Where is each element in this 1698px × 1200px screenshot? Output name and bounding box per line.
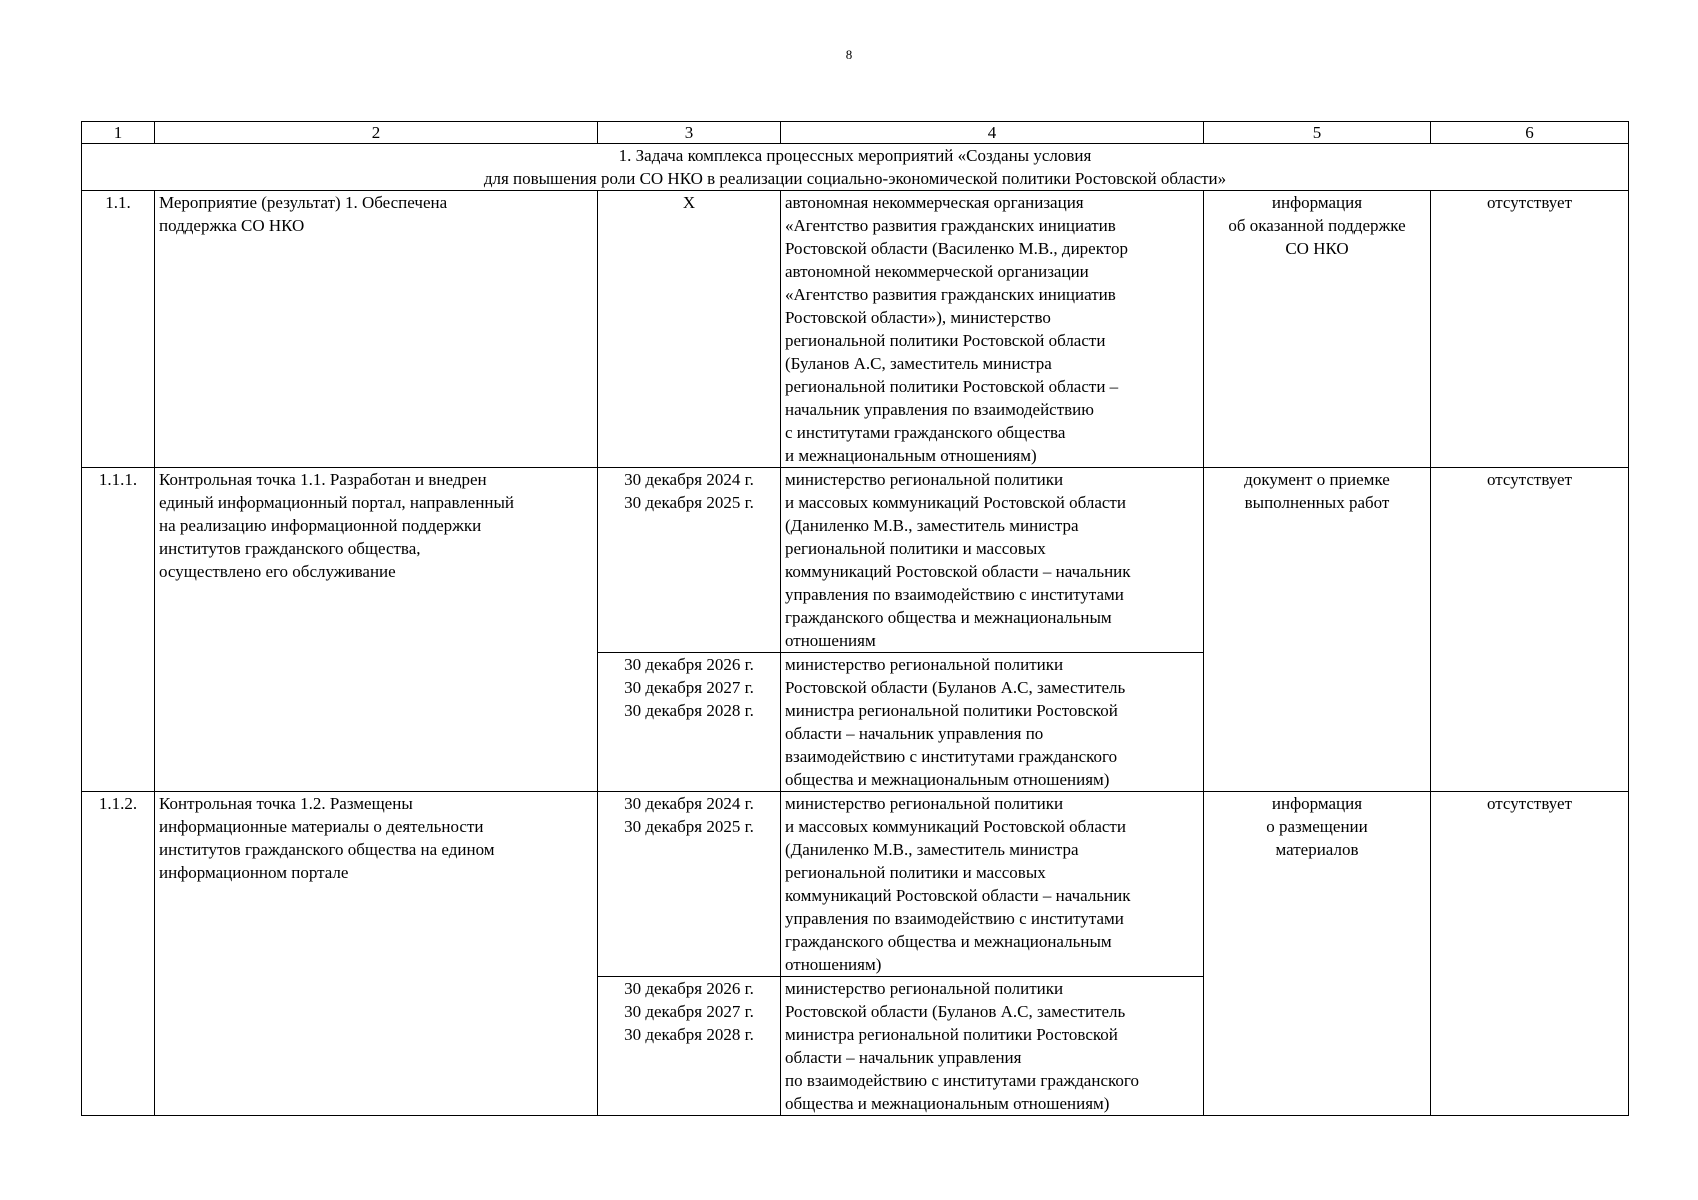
deadline-line: 30 декабря 2028 г. [624, 701, 754, 720]
task-title [82, 144, 1629, 191]
activity-name-line: институтов гражданского общества на едином [159, 840, 495, 859]
responsible-line: региональной политики Ростовской области [785, 331, 1106, 350]
responsible-cell [781, 792, 1204, 977]
responsible-line: Ростовской области (Буланов А.С, заместитель [785, 1002, 1126, 1021]
responsible-line: Ростовской области»), министерство [785, 308, 1051, 327]
activity-name [155, 191, 598, 468]
deadline-line: 30 декабря 2024 г. [624, 794, 754, 813]
activities-table [81, 121, 1629, 1116]
responsible-line: гражданского общества и межнациональным [785, 608, 1112, 627]
deadline-line: 30 декабря 2024 г. [624, 470, 754, 489]
responsible-line: начальник управления по взаимодействию [785, 400, 1094, 419]
document-line: выполненных работ [1244, 493, 1390, 512]
column-number: 4 [781, 122, 1204, 144]
responsible-cell [781, 191, 1204, 468]
responsible-line: отношениям [785, 631, 876, 650]
responsible-line: «Агентство развития гражданских инициатив [785, 216, 1116, 235]
responsible-line: региональной политики и массовых [785, 863, 1046, 882]
responsible-line: с институтами гражданского общества [785, 423, 1066, 442]
responsible-line: региональной политики и массовых [785, 539, 1046, 558]
document-cell [1204, 191, 1431, 468]
responsible-line: министра региональной политики Ростовской [785, 1025, 1118, 1044]
responsible-line: и межнациональным отношениям) [785, 446, 1037, 465]
column-number: 6 [1431, 122, 1629, 144]
deadline-line: X [682, 193, 696, 212]
responsible-line: автономная некоммерческая организация [785, 193, 1084, 212]
responsible-line: министерство региональной политики [785, 470, 1064, 489]
column-number: 5 [1204, 122, 1431, 144]
responsible-line: и массовых коммуникаций Ростовской области [785, 493, 1126, 512]
responsible-line: министерство региональной политики [785, 794, 1064, 813]
deadline-cell [598, 977, 781, 1116]
document-line: материалов [1275, 840, 1359, 859]
responsible-line: «Агентство развития гражданских инициатив [785, 285, 1116, 304]
info-system-cell: отсутствует [1431, 792, 1629, 1116]
task-row [82, 144, 1629, 191]
responsible-line: по взаимодействию с институтами гражданского [785, 1071, 1139, 1090]
deadline-cell [598, 792, 781, 977]
responsible-line: управления по взаимодействию с институтами [785, 909, 1124, 928]
activity-name-line: Мероприятие (результат) 1. Обеспечена [159, 193, 448, 212]
responsible-line: коммуникаций Ростовской области – начальник [785, 562, 1131, 581]
responsible-line: Ростовской области (Буланов А.С, заместитель [785, 678, 1126, 697]
column-numbers-row [82, 122, 1629, 144]
activity-name [155, 468, 598, 792]
table-row [82, 468, 1629, 653]
deadline-cell [598, 653, 781, 792]
document-line: документ о приемке [1244, 470, 1390, 489]
document-cell [1204, 792, 1431, 1116]
responsible-line: и массовых коммуникаций Ростовской области [785, 817, 1126, 836]
responsible-line: министерство региональной политики [785, 655, 1064, 674]
responsible-line: отношениям) [785, 955, 882, 974]
document-line: об оказанной поддержке [1228, 216, 1406, 235]
page-number: 8 [845, 47, 853, 62]
column-number: 3 [598, 122, 781, 144]
responsible-cell [781, 653, 1204, 792]
document-line: о размещении [1266, 817, 1368, 836]
row-number: 1.1.1. [82, 468, 155, 792]
responsible-line: (Даниленко М.В., заместитель министра [785, 840, 1079, 859]
responsible-line: общества и межнациональным отношениям) [785, 770, 1110, 789]
document-cell [1204, 468, 1431, 792]
deadline-line: 30 декабря 2028 г. [624, 1025, 754, 1044]
responsible-line: (Буланов А.С, заместитель министра [785, 354, 1052, 373]
column-number: 2 [155, 122, 598, 144]
deadline-line: 30 декабря 2027 г. [624, 1002, 754, 1021]
activity-name-line: поддержка СО НКО [159, 216, 305, 235]
responsible-line: министерство региональной политики [785, 979, 1064, 998]
activity-name-line: на реализацию информационной поддержки [159, 516, 482, 535]
responsible-line: гражданского общества и межнациональным [785, 932, 1112, 951]
activity-name-line: информационном портале [159, 863, 349, 882]
responsible-line: региональной политики Ростовской области – [785, 377, 1119, 396]
deadline-line: 30 декабря 2027 г. [624, 678, 754, 697]
responsible-line: области – начальник управления [785, 1048, 1022, 1067]
deadline-line: 30 декабря 2025 г. [624, 493, 754, 512]
responsible-cell [781, 468, 1204, 653]
responsible-line: министра региональной политики Ростовской [785, 701, 1118, 720]
deadline-line: 30 декабря 2026 г. [624, 979, 754, 998]
activity-name-line: Контрольная точка 1.2. Размещены [159, 794, 413, 813]
responsible-line: автономной некоммерческой организации [785, 262, 1089, 281]
responsible-line: области – начальник управления по [785, 724, 1044, 743]
responsible-line: управления по взаимодействию с институтами [785, 585, 1124, 604]
responsible-cell [781, 977, 1204, 1116]
document-line: информация [1271, 794, 1363, 813]
deadline-line: 30 декабря 2025 г. [624, 817, 754, 836]
responsible-line: взаимодействию с институтами гражданского [785, 747, 1118, 766]
task-title-line: для повышения роли СО НКО в реализации социально-экономической политики Ростовской области» [483, 169, 1227, 188]
document-line: информация [1271, 193, 1363, 212]
column-number: 1 [82, 122, 155, 144]
deadline-line: 30 декабря 2026 г. [624, 655, 754, 674]
activity-name-line: единый информационный портал, направленный [159, 493, 515, 512]
row-number: 1.1.2. [82, 792, 155, 1116]
responsible-line: Ростовской области (Василенко М.В., директор [785, 239, 1128, 258]
responsible-line: коммуникаций Ростовской области – начальник [785, 886, 1131, 905]
document-line: СО НКО [1285, 239, 1349, 258]
activity-name-line: Контрольная точка 1.1. Разработан и внедрен [159, 470, 487, 489]
info-system-cell: отсутствует [1431, 191, 1629, 468]
info-system-cell: отсутствует [1431, 468, 1629, 792]
table-row [82, 792, 1629, 977]
deadline-cell [598, 191, 781, 468]
table-row [82, 191, 1629, 468]
task-title-line: 1. Задача комплекса процессных мероприятий «Созданы условия [618, 146, 1092, 165]
activity-name-line: информационные материалы о деятельности [159, 817, 484, 836]
responsible-line: (Даниленко М.В., заместитель министра [785, 516, 1079, 535]
responsible-line: общества и межнациональным отношениям) [785, 1094, 1110, 1113]
deadline-cell [598, 468, 781, 653]
row-number: 1.1. [82, 191, 155, 468]
activity-name-line: осуществлено его обслуживание [159, 562, 396, 581]
activity-name [155, 792, 598, 1116]
activity-name-line: институтов гражданского общества, [159, 539, 421, 558]
